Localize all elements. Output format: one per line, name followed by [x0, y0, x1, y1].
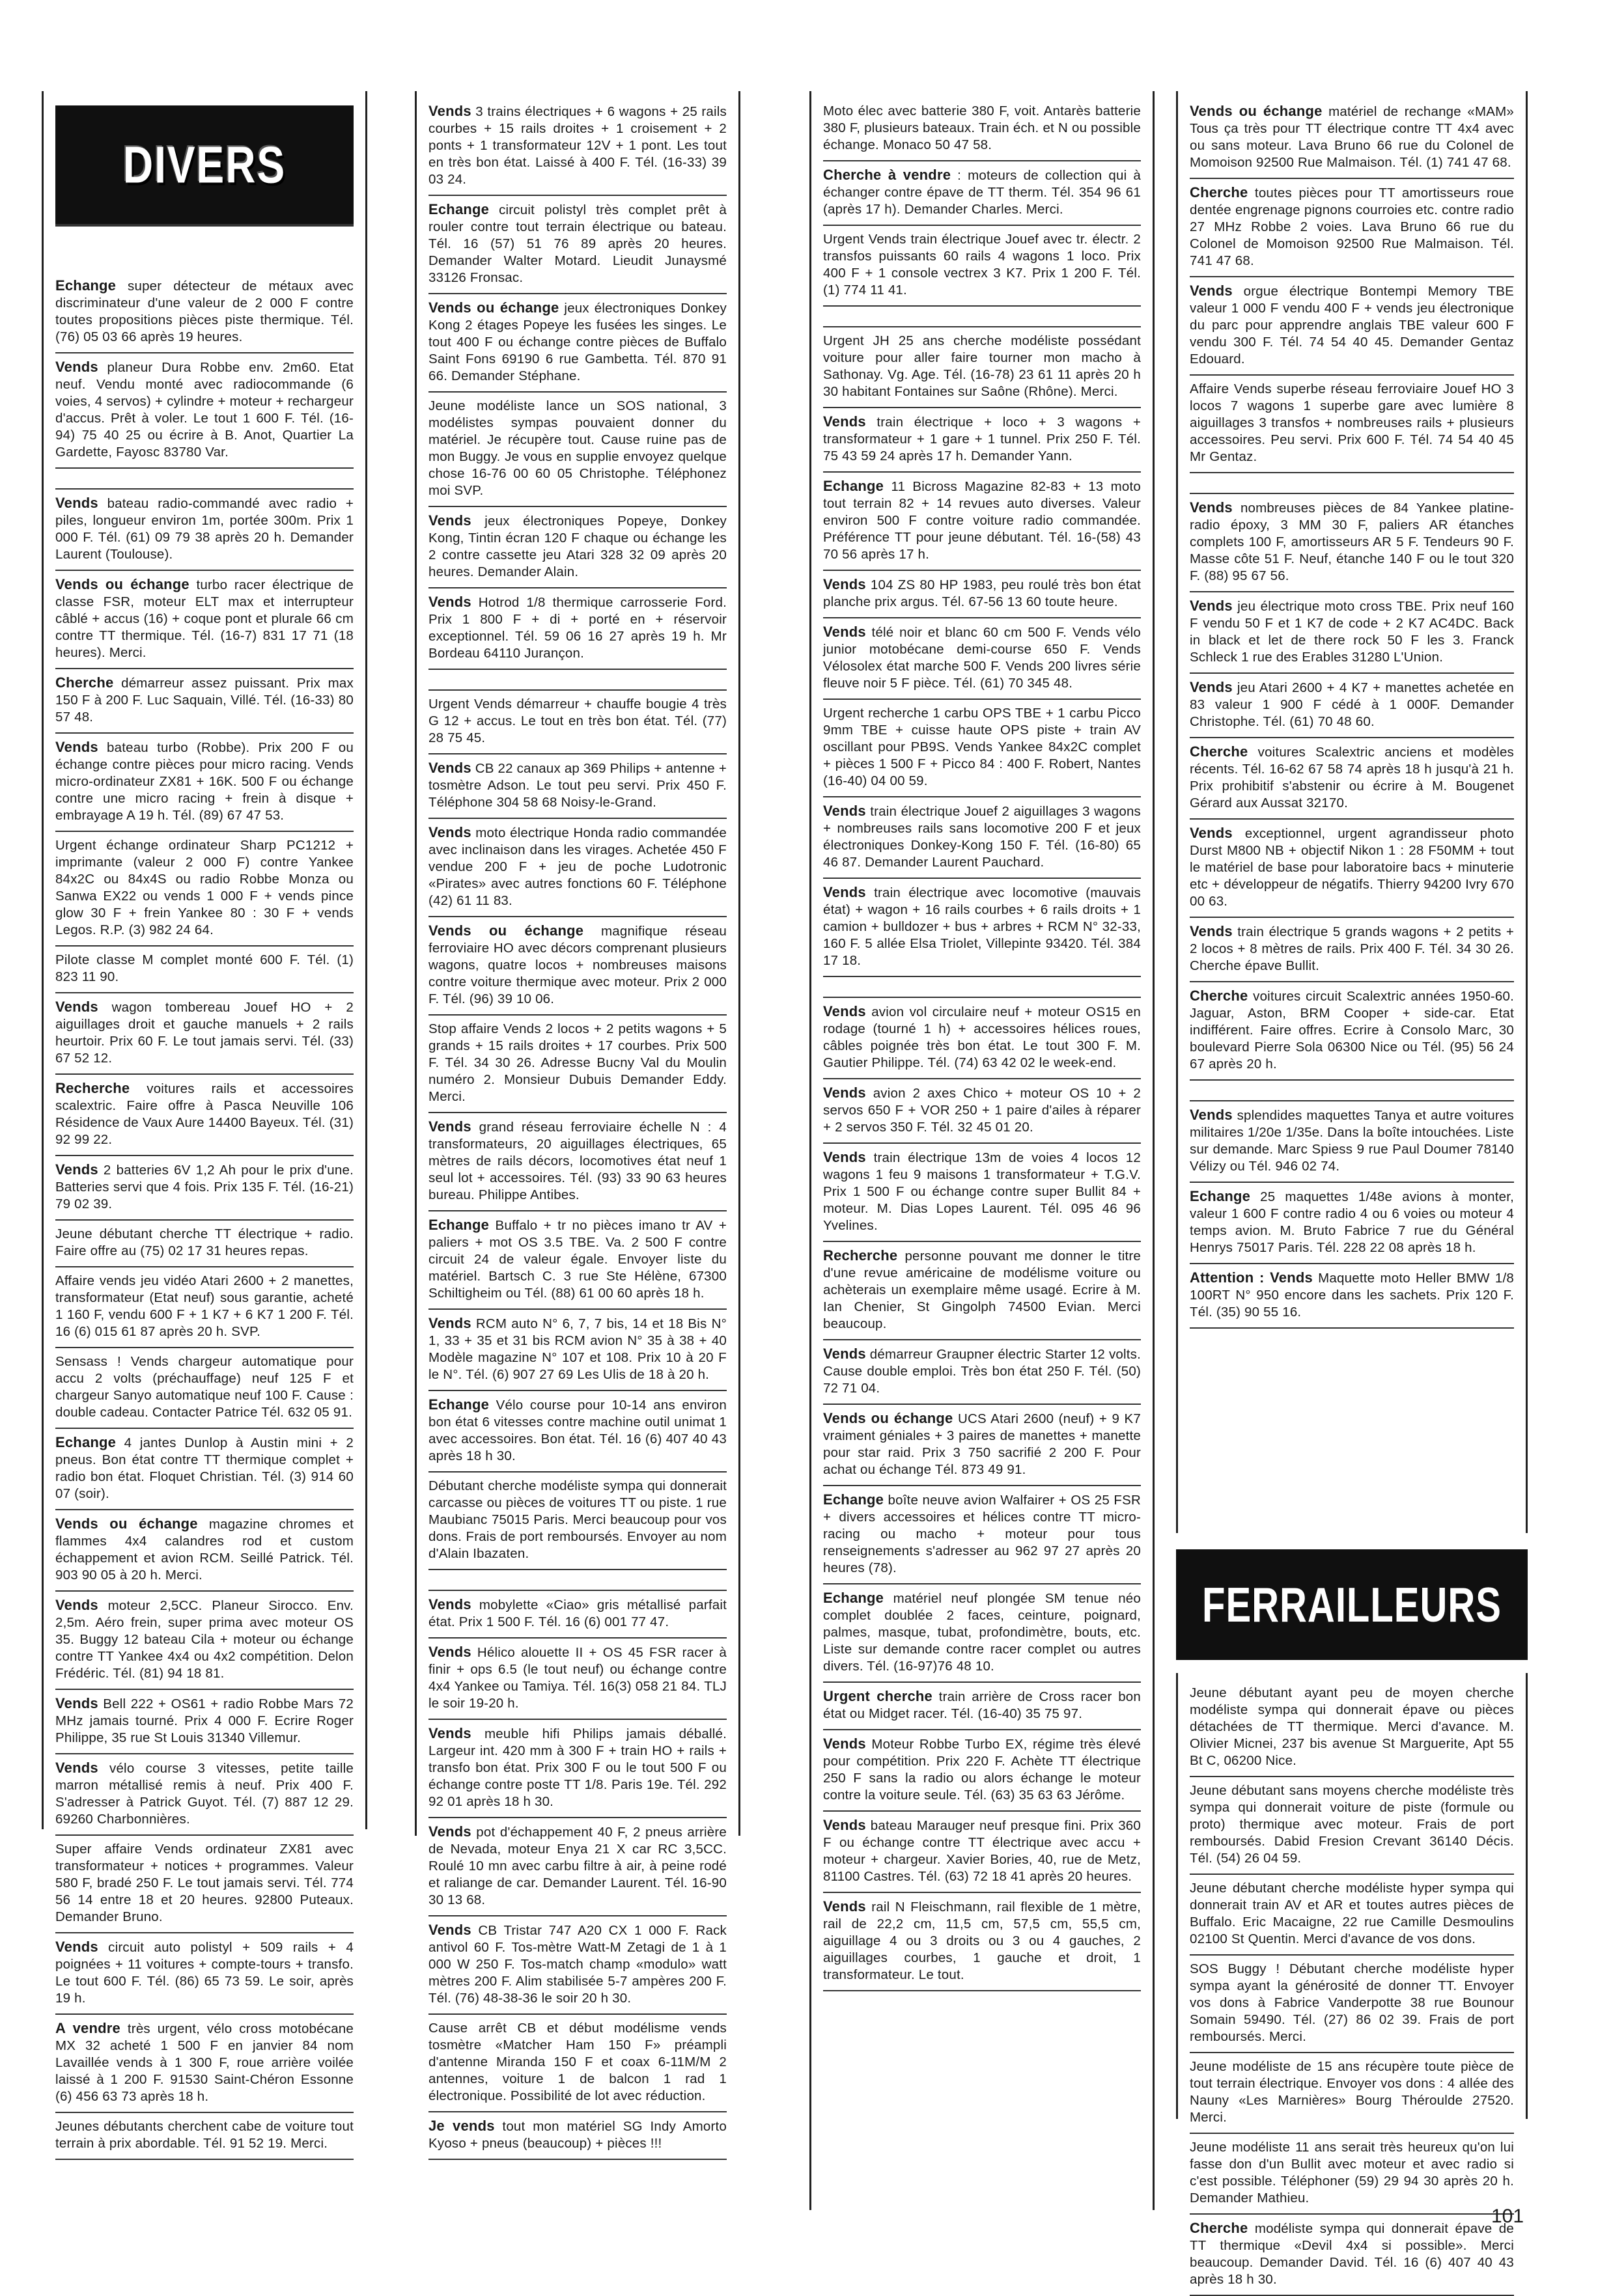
ad-keyword: Je vends — [428, 2118, 495, 2134]
ad-text: matériel de rechange «MAM» Tous ça très pour TT électrique contre TT 4x4 avec ou sans moteur. Lava Bruno 66 rue du Colonel de Momoison 92500 Rue Malmaison. Tél. (1) 741 47 68. — [1190, 104, 1514, 170]
page-number: 101 — [1491, 2206, 1524, 2227]
ad-text: moto électrique Honda radio commandée avec inclinaison dans les virages. Achetée 450 F vendue 200 F + jeu de poche Ludotronic «Pirates» avec autres fonctions 60 F. Téléphone (42) 61 11 83. — [428, 825, 727, 908]
ad-keyword: Echange — [823, 1590, 884, 1606]
classified-ad — [428, 507, 727, 588]
ad-text: modéliste sympa qui donnerait épave de TT thermique «Devil 4x4 si possible». Merci beaucoup. Demander David. Tél. 16 (6) 407 40 43 après 18 h 30. — [1190, 2221, 1514, 2287]
ad-text: 3 trains électriques + 6 wagons + 25 rails courbes + 15 rails droites + 1 croisement + 2 ponts + 1 transformateur 12V + 1 pont. Les tout en très bon état. Laissé à 400 F. Tél. (16-33) 39 03 24. — [428, 104, 727, 187]
ad-keyword: Vends — [823, 576, 866, 592]
classified-ad — [428, 1916, 727, 2015]
classified-ad — [55, 947, 354, 993]
ad-text: Urgent JH 25 ans cherche modéliste possédant voiture pour aller faire tourner mon macho à Sathonay. Vg. Age. Tél. (16-78) 23 61 11 après 20 h 30 habitant Fontaines sur Saône (Rhône). Merci. — [823, 333, 1141, 399]
ads-list — [428, 98, 727, 2160]
ad-text: Vélo course pour 10-14 ans environ bon état 6 vitesses contre machine outil unimat 1 avec accessoires. Bon état. Tél. 16 (6) 407 40 43 après 18 h 30. — [428, 1398, 727, 1463]
ad-keyword: Vends — [428, 1315, 471, 1331]
classified-ad — [428, 819, 727, 917]
classified-ad — [428, 1639, 727, 1720]
ad-keyword: Echange — [428, 1396, 490, 1413]
classified-ad — [55, 1592, 354, 1690]
ad-keyword: Vends — [428, 760, 471, 776]
classified-ad — [428, 1473, 727, 1570]
ad-text: : moteurs de collection qui à échanger contre épave de TT therm. Tél. 354 96 61 (après 17 h). Demander Charles. Merci. — [823, 168, 1141, 217]
classified-ad — [55, 669, 354, 734]
section-header-ferrailleurs — [1176, 1549, 1528, 1660]
ad-text: vélo course 3 vitesses, petite taille marron métallisé remis à neuf. Prix 400 F. S'adresser à Patrick Guyot. Tél. (7) 887 12 29. 69260 Charbonnières. — [55, 1761, 354, 1827]
ad-keyword: Echange — [428, 1217, 490, 1233]
ad-text: super détecteur de métaux avec discriminateur d'une valeur de 2 000 F contre toutes propositions pièces piste thermique. Tél. (76) 05 03 66 après 19 heures. — [55, 279, 354, 344]
ad-text: turbo racer électrique de classe FSR, moteur ELT max et interrupteur câblé + accus (16) + coque pont et plurale 66 cm contre TT thermique. Tél. (16-7) 831 17 71 (18 heures). Merci. — [55, 577, 354, 660]
ad-keyword: Vends — [823, 1817, 866, 1833]
classified-ad — [1190, 2215, 1514, 2296]
classified-ad — [55, 1836, 354, 1933]
ad-text: train électrique 13m de voies 4 locos 12 wagons 1 feu 9 maisons 1 transformateur + T.G.V. Prix 1 500 F ou échange contre super Bullit 84 + moteur. M. Dias Lopes Laurent. Tél. 095 46 96 Yvelines. — [823, 1150, 1141, 1233]
ad-keyword: Vends — [428, 1644, 471, 1660]
ad-keyword: Echange — [55, 1434, 117, 1450]
ad-text: Cause arrêt CB et début modélisme vends tosmètre «Matcher Ham 150 F» préampli d'antenne Miranda 150 F et coax 6-11M/M 2 antennes, voiture 1 de balcon 1 rad 1 électronique. Possibilité de lot avec réduction. — [428, 2021, 727, 2103]
classified-ad — [428, 294, 727, 393]
ad-keyword: Echange — [55, 277, 117, 294]
classified-ad — [55, 1429, 354, 1510]
ad-text: SOS Buggy ! Débutant cherche modéliste hyper sympa ayant la générosité de donner TT. Envoyer vos dons à Fabrice Vanderpotte 38 rue Bounour Somain 59490. Tél. (27) 86 02 39. Frais de port remboursés. Merci. — [1190, 1961, 1514, 2044]
classified-ad — [823, 1584, 1141, 1683]
ad-text: Sensass ! Vends chargeur automatique pour accu 2 volts (préchauffage) neuf 125 F et chargeur Sanyo automatique neuf 100 F. Cause : double cadeau. Contacter Patrice Tél. 632 05 91. — [55, 1354, 354, 1420]
column-4 — [1176, 91, 1528, 1533]
ad-keyword: Vends — [55, 739, 98, 755]
ad-text: télé noir et blanc 60 cm 500 F. Vends vélo junior motobécane demi-course 650 F. Vends Vélosolex état marche 500 F. Vends 200 livres série fleuve noir 5 F pièce. Tél. (61) 70 345 48. — [823, 625, 1141, 691]
ad-keyword: Attention : Vends — [1190, 1269, 1313, 1286]
classified-ad — [55, 272, 354, 353]
ad-text: tout mon matériel SG Indy Amorto Kyoso + pneus (beaucoup) + pièces !!! — [428, 2119, 727, 2151]
classified-ad — [428, 2112, 727, 2160]
ad-text: jeux électroniques Donkey Kong 2 étages Popeye les fusées les singes. Le tout 400 F ou échange contre pièces de Buffalo Saint Fons 69190 6 rue Gambetta. Tél. 870 91 66. Demander Stéphane. — [428, 301, 727, 383]
section-title-divers: DIVERS — [122, 135, 287, 194]
classified-ad — [1190, 98, 1514, 179]
classified-ad — [428, 98, 727, 196]
ad-text: 4 jantes Dunlop à Austin mini + 2 pneus. Bon état contre TT thermique complet + radio bon état. Floquet Christian. Tél. (3) 914 60 07 (soir). — [55, 1435, 354, 1501]
ad-text: Jeune modéliste 11 ans serait très heureux qu'on lui fasse don d'un Bullit avec moteur et avec radio si c'est possible. Téléphoner (59) 29 94 30 après 20 h. Demander Mathieu. — [1190, 2140, 1514, 2206]
ad-keyword: Vends — [428, 1922, 471, 1938]
classified-ad — [55, 1156, 354, 1221]
classified-ad — [55, 1348, 354, 1429]
ad-keyword: Vends — [55, 1161, 98, 1178]
ad-keyword: Vends — [55, 1760, 98, 1776]
classified-ad — [1190, 493, 1514, 592]
classified-ad — [823, 226, 1141, 307]
ad-text: Affaire Vends superbe réseau ferroviaire Jouef HO 3 locos 7 wagons 1 superbe gare avec lumière 8 aiguillages 3 transfos + nombreuses rails + plusieurs accessoires. Peu servi. Prix 600 F. Tél. 74 54 40 45 Mr Gentaz. — [1190, 381, 1514, 464]
classified-ad — [823, 1812, 1141, 1893]
ad-text: RCM auto N° 6, 7, 7 bis, 14 et 18 Bis N° 1, 33 + 35 et 31 bis RCM avion N° 35 à 38 + 40 Modèle magazine N° 107 et 108. Prix 10 à 20 F le N°. Tél. (6) 907 27 69 Les Ulis de 18 à 20 h. — [428, 1316, 727, 1382]
classified-ad — [55, 1221, 354, 1267]
ad-keyword: Vends — [55, 495, 98, 511]
ad-keyword: Vends — [55, 359, 98, 375]
ad-text: bateau radio-commandé avec radio + piles, longueur environ 1m, portée 300m. Prix 1 000 F. Tél. (61) 09 79 38 après 20 h. Demander Laurent (Toulouse). — [55, 496, 354, 562]
ad-keyword: Echange — [823, 478, 884, 494]
ad-text: Jeune débutant ayant peu de moyen cherche modéliste sympa qui donnerait épave ou pièces détachées de TT thermique. Merci d'avance. M. Olivier Micnei, 237 bis avenue St Marguerite, Apt 55 Bt C, 06200 Nice. — [1190, 1685, 1514, 1768]
ad-text: orgue électrique Bontempi Memory TBE valeur 1 000 F vendu 400 F + vends jeu électronique du parc pour apprendre anglais TBE valeur 600 F vendu 300 F. Tél. 74 54 40 45. Demander Gentaz Edouard. — [1190, 284, 1514, 367]
ad-text: Urgent échange ordinateur Sharp PC1212 + imprimante (valeur 2 000 F) contre Yankee 84x2C ou 84x4S ou radio Robbe Monza ou Sanwa EX22 ou vends 1 000 F + vends pince glow 30 F + frein Yankee 80 : 30 F + vends Legos. R.P. (3) 982 24 64. — [55, 838, 354, 937]
ad-text: démarreur assez puissant. Prix max 150 F à 200 F. Luc Saquain, Villé. Tél. (16-33) 80 57 48. — [55, 676, 354, 725]
ad-text: Moteur Robbe Turbo EX, régime très élevé pour compétition. Prix 220 F. Achète TT électrique 250 F sans la radio ou alors échange le moteur contre la voiture seule. Tél. (63) 35 63 63 Jérôme. — [823, 1737, 1141, 1803]
classified-ad — [55, 1075, 354, 1156]
ad-text: Hotrod 1/8 thermique carrosserie Ford. Prix 1 800 F + di + porté en + réservoir exceptionnel. Tél. 59 06 16 27 après 19 h. Mr Bordeau 64110 Jurançon. — [428, 595, 727, 661]
ad-keyword: Vends — [823, 413, 866, 430]
classified-ad — [823, 326, 1141, 408]
ad-keyword: Vends — [55, 1939, 98, 1955]
classified-ad — [823, 797, 1141, 879]
ad-keyword: Vends — [1190, 283, 1233, 299]
ad-text: exceptionnel, urgent agrandisseur photo Durst M800 NB + objectif Nikon 1 : 28 F50MM + tout le matériel de base pour laboratoire bacs + minuterie etc + développeur de négatifs. Thierry 94200 Ivry 670 00 63. — [1190, 826, 1514, 909]
ad-text: UCS Atari 2600 (neuf) + 9 K7 vraiment géniales + 3 paires de manettes + manette pour star raid. Prix 3 750 sacrifié 2 200 F. Pour achat ou échange Tél. 873 49 91. — [823, 1411, 1142, 1477]
classified-ad — [1190, 918, 1514, 982]
ad-keyword: Cherche — [1190, 743, 1248, 760]
ad-keyword: Vends — [428, 594, 471, 610]
classified-ad — [428, 1391, 727, 1473]
classified-ad — [55, 993, 354, 1075]
ad-keyword: Vends — [428, 1118, 471, 1135]
ad-text: 11 Bicross Magazine 82-83 + 13 moto tout terrain 82 + 14 revues auto diverses. Valeur environ 500 F contre voiture radio commandée. Préférence TT pour jeune débutant. Tél. 16-(58) 43 70 56 après 17 h. — [823, 479, 1141, 562]
ad-keyword: Vends — [55, 1597, 98, 1613]
ad-text: Jeune débutant cherche TT électrique + radio. Faire offre au (75) 02 17 31 heures repas. — [55, 1226, 354, 1258]
classified-ad — [823, 1242, 1141, 1340]
classified-ad — [428, 917, 727, 1016]
classified-ad — [55, 2015, 354, 2113]
classified-ad — [1190, 592, 1514, 674]
ad-keyword: Vends — [823, 884, 866, 900]
ad-text: circuit polistyl très complet prêt à rouler contre tout terrain électrique ou bateau. Tél. 16 (57) 51 76 89 après 20 heures. Demander Walter Motard. Lieudit Junaysmé 33126 Fronsac. — [428, 202, 727, 285]
ad-keyword: Vends — [428, 1596, 471, 1612]
ad-keyword: Cherche à vendre — [823, 167, 951, 183]
classified-ad — [1190, 738, 1514, 820]
ad-text: planeur Dura Robbe env. 2m60. Etat neuf. Vendu monté avec radiocommande (6 voies, 4 servos) + cylindre + moteur + rechargeur d'accus. Prêt à voler. Le tout 1 600 F. Tél. (16-94) 75 40 25 ou écrire à B. Anot, Quartier La Gardette, Fayosc 83780 Var. — [55, 360, 354, 460]
classified-ad — [1190, 1100, 1514, 1183]
ad-text: Urgent recherche 1 carbu OPS TBE + 1 carbu Picco 9mm TBE + cuisse haute OPS piste + train AV oscillant pour PB9S. Vends Yankee 84x2C complet + pièces 1 500 F + Picco 84 : 400 F. Robert, Nantes (16-40) 04 00 59. — [823, 706, 1141, 788]
ad-keyword: Vends — [55, 1695, 98, 1711]
classified-ad — [823, 1079, 1141, 1144]
classified-ad — [55, 832, 354, 947]
ad-text: Jeune modéliste lance un SOS national, 3 modélistes sympas pouvaient donner du matériel. Je récupère tout. Cause ruine pas de mon Buggy. Je vous en supplie envoyez quelque chose 16-76 00 60 05 Christophe. Téléphonez moi SVP. — [428, 398, 727, 498]
ad-text: Jeune débutant sans moyens cherche modéliste très sympa qui donnerait voiture de piste (formule ou proto) thermique avec moteur. Frais de port remboursés. Dabid Fresion Crevant 36140 Décis. Tél. (54) 26 04 59. — [1190, 1783, 1514, 1866]
ad-keyword: Echange — [1190, 1188, 1251, 1204]
section-header-divers — [55, 105, 354, 227]
ad-keyword: Vends — [428, 1823, 471, 1840]
ad-keyword: Vends — [55, 999, 98, 1015]
ad-keyword: Vends — [428, 1725, 471, 1741]
ad-text: Hélico alouette II + OS 45 FSR racer à finir + ops 6.5 (le tout neuf) ou échange contre 4x4 Yankee ou Tamiya. Tél. 16(3) 058 21 84. TLJ le soir 19-20 h. — [428, 1645, 727, 1711]
ad-text: grand réseau ferroviaire échelle N : 4 transformateurs, 20 aiguillages électriques, 65 mètres de rails décors, locomotives état neuf 1 seul lot + accessoires. Tél. (93) 33 90 63 heures bureau. Philippe Antibes. — [428, 1120, 727, 1202]
classified-ad — [428, 1720, 727, 1818]
ad-keyword: Vends — [823, 1346, 866, 1362]
ad-keyword: Vends ou échange — [1190, 103, 1323, 119]
classified-ad — [55, 734, 354, 832]
ad-text: Affaire vends jeu vidéo Atari 2600 + 2 manettes, transformateur (Etat neuf) sous garantie, acheté 1 160 F, vendu 600 F + 1 K7 + 6 K7 1 200 F. Tél. 16 (6) 015 61 87 après 20 h. SVP. — [55, 1273, 354, 1339]
ad-text: magnifique réseau ferroviaire HO avec décors comprenant plusieurs wagons, quatre locos + nombreuses maisons contre voiture thermique avec moteur. Prix 2 000 F. Tél. (96) 39 10 06. — [428, 924, 727, 1006]
ad-text: Débutant cherche modéliste sympa qui donnerait carcasse ou pièces de voitures TT ou piste. 1 rue Maubianc 75015 Paris. Merci beaucoup pour vos dons. Frais de port remboursés. Envoyer au nom d'Alain Ibazaten. — [428, 1478, 727, 1561]
classified-ad — [1190, 1680, 1514, 1777]
classified-ad — [1190, 2134, 1514, 2215]
classified-ad — [428, 1211, 727, 1310]
ad-text: Bell 222 + OS61 + radio Robbe Mars 72 MHz jamais tourné. Prix 4 000 F. Ecrire Roger Philippe, 35 rue St Louis 31340 Villemur. — [55, 1696, 354, 1745]
ad-keyword: Recherche — [55, 1080, 130, 1096]
ad-keyword: Vends — [428, 824, 471, 840]
ad-text: Stop affaire Vends 2 locos + 2 petits wagons + 5 grands + 15 rails droites + 17 courbes. Prix 500 F. Tél. 34 30 26. Adresse Bucny Val du Moulin numéro 2. Monsieur Dubuis Demander Eddy. Merci. — [428, 1021, 727, 1104]
ad-keyword: Echange — [823, 1491, 884, 1508]
ad-text: avion 2 axes Chico + moteur OS 10 + 2 servos 650 F + VOR 250 + 1 paire d'ailes à réparer + 2 servos 350 F. Tél. 32 45 01 20. — [823, 1086, 1141, 1135]
ad-text: Buffalo + tr no pièces imano tr AV + paliers + mot OS 3.5 TBE. Va. 2 500 F contre circuit 24 de valeur égale. Envoyer liste du matériel. Bartsch C. 3 rue Ste Hélène, 67300 Schiltigheim ou Tél. (88) 61 00 60 après 18 h. — [428, 1218, 727, 1301]
classified-ad — [428, 588, 727, 670]
classified-ad — [823, 1683, 1141, 1730]
ad-text: train électrique + loco + 3 wagons + transformateur + 1 gare + 1 tunnel. Prix 250 F. Tél. 75 43 59 24 après 17 h. Demander Yann. — [823, 415, 1141, 463]
ad-text: toutes pièces pour TT amortisseurs roue dentée engrenage pignons courroies etc. contre radio 27 MHz Robbe 2 voies. Lava Bruno 66 rue du Colonel de Momoison 92500 Rue Malmaison. Tél. 741 47 68. — [1190, 186, 1514, 268]
ad-text: CB Tristar 747 A20 CX 1 000 F. Rack antivol 60 F. Tos-mètre Watt-M Zetagi de 1 à 1 000 W 250 F. Tos-match champ «modulo» watt mètres 200 F. Alim stabilisée 5-7 ampères 200 F. Tél. (76) 48-38-36 le soir 20 h 30. — [428, 1923, 727, 2006]
ad-text: jeu électrique moto cross TBE. Prix neuf 160 F vendu 50 F et 1 K7 de code + 2 K7 AC4DC. Back in black et let de there rock 50 F les 3. Franck Schleck 1 rue des Erables 31280 L'Union. — [1190, 599, 1514, 665]
column-1 — [42, 91, 367, 2151]
ad-text: Jeune débutant cherche modéliste hyper sympa qui donnerait train AV et AR et toutes autres pièces de Buffalo. Eric Macaigne, 22 rue Camille Desmoulins 02100 St Quentin. Merci d'avance de vos dons. — [1190, 1881, 1514, 1946]
ad-text: Urgent Vends train électrique Jouef avec tr. électr. 2 transfos puissants 60 rails 4 wagons 1 loco. Prix 400 F + 1 console vectrex 3 K7. Prix 1 200 F. Tél. (1) 774 11 41. — [823, 232, 1141, 297]
classified-ad — [1190, 1875, 1514, 1956]
classified-ad — [1190, 376, 1514, 473]
classified-ad — [823, 1730, 1141, 1812]
ad-keyword: Cherche — [1190, 2220, 1248, 2236]
classified-ad — [1190, 2053, 1514, 2134]
ad-text: avion vol circulaire neuf + moteur OS15 en rodage (tourné 1 h) + accessoires hélices roues, câbles poignée très bon état. Le tout 300 F. M. Gautier Philippe. Tél. (74) 63 42 02 le week-end. — [823, 1004, 1141, 1070]
classified-ad — [823, 879, 1141, 977]
ad-keyword: Vends — [1190, 923, 1233, 939]
ad-keyword: Echange — [428, 201, 490, 217]
ad-text: train électrique 5 grands wagons + 2 petits + 2 locos + 8 mètres de rails. Prix 400 F. Tél. 34 30 26. Cherche épave Bullit. — [1190, 924, 1514, 973]
section-title-ferrailleurs: FERRAILLEURS — [1202, 1577, 1502, 1633]
classified-ad — [428, 1113, 727, 1211]
ads-list — [1190, 1680, 1514, 2296]
ad-keyword: Vends ou échange — [823, 1410, 953, 1426]
ad-text: démarreur Graupner électric Starter 12 volts. Cause double emploi. Très bon état 250 F. Tél. (50) 72 71 04. — [823, 1347, 1141, 1396]
classified-ad — [55, 2113, 354, 2160]
classified-ad — [428, 1310, 727, 1391]
ad-text: wagon tombereau Jouef HO + 2 aiguillages droit et gauche manuels + 2 rails heurtoir. Prix 60 F. Le tout jamais servi. Tél. (33) 67 52 12. — [55, 1000, 354, 1066]
classified-ad — [823, 1893, 1141, 1991]
classified-ad — [823, 408, 1141, 473]
classified-ad — [428, 196, 727, 294]
ad-keyword: Cherche — [1190, 184, 1248, 201]
ad-text: circuit auto polistyl + 509 rails + 4 poignées + 11 voitures + compte-tours + transfo. Le tout 600 F. Tél. (86) 65 73 59. Le soir, après 19 h. — [55, 1940, 354, 2006]
ad-keyword: Vends — [823, 1003, 866, 1019]
classified-ad — [1190, 674, 1514, 738]
ad-text: voitures Scalextric anciens et modèles récents. Tél. 16-62 67 58 74 après 18 h jusqu'à 21 h. Prix prohibitif s'abstenir ou écrire à M. Bougenet Gérard aux Aussat 32170. — [1190, 745, 1514, 810]
ad-keyword: Vends — [1190, 499, 1233, 516]
ad-keyword: Vends — [1190, 679, 1233, 695]
classified-ad — [823, 473, 1141, 571]
classified-ad — [428, 393, 727, 507]
classified-ad — [55, 1754, 354, 1836]
ad-text: matériel neuf plongée SM tenue néo complet doublée 2 faces, ceinture, poignard, palmes, masque, tubat, profondimètre, bouts, etc. Liste sur demande contre racer complet ou autres divers. Tél. (16-97)76 48 10. — [823, 1591, 1141, 1674]
ad-text: splendides maquettes Tanya et autre voitures militaires 1/20e 1/35e. Dans la boîte intouchées. Liste sur demande. Marc Spiess 9 rue Paul Doumer 78140 Vélizy ou Tél. 946 02 74. — [1190, 1108, 1514, 1174]
classified-ad — [1190, 820, 1514, 918]
classified-ad — [55, 1510, 354, 1592]
ad-keyword: A vendre — [55, 2020, 120, 2036]
ad-keyword: Vends ou échange — [55, 576, 189, 592]
column-2 — [415, 91, 740, 2151]
column-3 — [809, 91, 1155, 2210]
ad-text: bateau turbo (Robbe). Prix 200 F ou échange contre pièces pour micro racing. Vends micro-ordinateur ZX81 + 16K. 500 F ou échange contre une micro racing + frein à disque + embrayage A 19 h. Tél. (89) 67 47 53. — [55, 740, 354, 823]
classified-ad — [1190, 1956, 1514, 2053]
classified-ad — [55, 1690, 354, 1754]
classified-ad — [428, 689, 727, 754]
ad-text: Pilote classe M complet monté 600 F. Tél. (1) 823 11 90. — [55, 952, 354, 984]
classified-ad — [823, 98, 1141, 161]
ad-keyword: Recherche — [823, 1247, 898, 1264]
ad-text: magazine chromes et flammes 4x4 calandres rod et custom échappement et avion RCM. Seillé Patrick. Tél. 903 90 05 à 20 h. Merci. — [55, 1517, 354, 1583]
ad-text: Urgent Vends démarreur + chauffe bougie 4 très G 12 + accus. Le tout en très bon état. Tél. (77) 28 75 45. — [428, 697, 727, 745]
classified-ad — [823, 571, 1141, 618]
ad-text: voitures rails et accessoires scalextric. Faire offre à Pasca Neuville 106 Résidence de Vaux Aure 14400 Bayeux. Tél. (31) 92 99 22. — [55, 1081, 354, 1147]
ad-text: mobylette «Ciao» gris métallisé parfait état. Prix 1 500 F. Tél. 16 (6) 001 77 47. — [428, 1598, 727, 1629]
ad-keyword: Vends — [428, 103, 471, 119]
classified-ad — [428, 2015, 727, 2112]
classified-ad — [823, 618, 1141, 700]
ad-text: Super affaire Vends ordinateur ZX81 avec transformateur + notices + programmes. Valeur 580 F, bradé 250 F. Le tout jamais servi. Tél. 774 56 14 entre 18 et 20 heures. 92800 Puteaux. Demander Bruno. — [55, 1842, 354, 1924]
ad-keyword: Vends — [823, 624, 866, 640]
classified-ad — [428, 754, 727, 819]
classified-ad — [1190, 1264, 1514, 1329]
ad-keyword: Vends — [1190, 598, 1233, 614]
ad-keyword: Vends — [823, 1149, 866, 1165]
classified-ad — [55, 353, 354, 469]
classified-ad — [1190, 1777, 1514, 1875]
ad-text: jeu Atari 2600 + 4 K7 + manettes achetée en 83 valeur 1 900 F cédé à 1 000F. Demander Christophe. Tél. (61) 70 48 60. — [1190, 680, 1514, 729]
ad-text: rail N Fleischmann, rail flexible de 1 mètre, rail de 22,2 cm, 11,5 cm, 57,5 cm, 55,5 cm, aiguillage 4 ou 3 droits ou 3 ou 4 gauches, 2 aiguillages courbes, 1 gauche et droit, 1 transformateur. Le tout. — [823, 1900, 1141, 1982]
ad-text: bateau Marauger neuf presque fini. Prix 360 F ou échange contre TT électrique avec accu + moteur + chargeur. Xavier Bories, 40, rue de Metz, 81100 Castres. Tél. (63) 72 18 41 après 20 heures. — [823, 1818, 1141, 1884]
ad-text: moteur 2,5CC. Planeur Sirocco. Env. 2,5m. Aéro frein, super prima avec moteur OS 35. Buggy 12 bateau Cila + moteur ou échange contre TT Yankee 4x4 ou 4x2 compétition. Delon Frédéric. Tél. (81) 94 18 81. — [55, 1598, 354, 1681]
ads-list — [1190, 98, 1514, 1329]
ad-text: 2 batteries 6V 1,2 Ah pour le prix d'une. Batteries servi que 4 fois. Prix 135 F. Tél. (16-21) 79 02 39. — [55, 1163, 354, 1211]
classified-ad — [823, 1405, 1141, 1486]
ad-keyword: Vends — [1190, 825, 1233, 841]
classified-ad — [823, 161, 1141, 226]
ad-text: pot d'échappement 40 F, 2 pneus arrière de Nevada, moteur Enya 21 X car RC 3,5CC. Roulé 10 mn avec carbu filtre à air, à peine rodé et raliange de car. Demander Laurent. Tél. 16-90 30 13 68. — [428, 1825, 727, 1907]
ad-keyword: Vends ou échange — [428, 922, 584, 939]
classified-ad — [55, 1267, 354, 1348]
ad-text: 25 maquettes 1/48e avions à monter, valeur 1 600 F contre radio 4 ou 6 voies ou moteur 4 temps avion. M. Bruto Fabrice 7 rue du Général Henrys 75017 Paris. Tél. 228 22 08 après 18 h. — [1190, 1189, 1514, 1255]
classified-ad — [1190, 982, 1514, 1081]
ad-text: voitures circuit Scalextric années 1950-60. Jaguar, Aston, BRM Cooper + side-car. Etat indifférent. Faire offres. Ecrire à Consolo Marc, 30 boulevard Pierre Sola 06300 Nice ou Tél. (95) 56 24 67 après 20 h. — [1190, 989, 1514, 1072]
classified-ad — [1190, 1183, 1514, 1264]
ad-text: Jeune modéliste de 15 ans récupère toute pièce de tout terrain électrique. Envoyer vos dons : 4 allée des Nauny «Les Marnières» Bourg Théroulde 27520. Merci. — [1190, 2059, 1514, 2125]
classified-ad — [428, 1818, 727, 1916]
classified-ad — [823, 1144, 1141, 1242]
classified-ad — [55, 488, 354, 571]
ad-keyword: Vends — [823, 803, 866, 819]
ad-text: Maquette moto Heller BMW 1/8 100RT N° 950 encore dans les sachets. Prix 120 F. Tél. (35) 90 55 16. — [1190, 1271, 1514, 1320]
classified-ad — [428, 1590, 727, 1639]
classified-ad — [823, 1486, 1141, 1584]
ad-keyword: Vends ou échange — [428, 299, 559, 316]
ad-text: train électrique avec locomotive (mauvais état) + wagon + 16 rails courbes + 6 rails droits + 1 camion + bulldozer + bus + arbres + RCM N° 32-33, 160 F. 5 allée Elsa Triolet, Villepinte 93420. Tél. 384 17 18. — [823, 885, 1141, 968]
ad-text: nombreuses pièces de 84 Yankee platine-radio époxy, 3 MM 30 F, paliers AR étanches complets 100 F, amortisseurs AR 5 F. Tendeurs 90 F. Masse côte 51 F. Neuf, étanche 140 F ou le tout 320 F. (88) 95 67 56. — [1190, 501, 1514, 583]
classified-ad — [55, 1933, 354, 2015]
ad-text: 104 ZS 80 HP 1983, peu roulé très bon état planche prix argus. Tél. 67-56 13 60 toute heure. — [823, 577, 1141, 609]
classified-ad — [428, 1016, 727, 1113]
classified-ad — [1190, 277, 1514, 376]
classified-ad — [823, 1340, 1141, 1405]
ads-list — [823, 98, 1141, 1991]
classified-ad — [1190, 179, 1514, 277]
ad-text: Moto élec avec batterie 380 F, voit. Antarès batterie 380 F, plusieurs bateaux. Train éch. et N ou possible échange. Monaco 50 47 58. — [823, 104, 1141, 152]
ad-text: personne pouvant me donner le titre d'une revue américaine de modélisme voiture ou achèterais un exemplaire même usagé. Ecrire à M. Ian Chenier, St Gingolph 74500 Evian. Merci beaucoup. — [823, 1249, 1141, 1331]
ad-text: boîte neuve avion Walfairer + OS 25 FSR + divers accessoires et hélices contre TT micro-racing ou macho + moteur pour tous renseignements s'adresser au 962 97 27 après 20 heures (78). — [823, 1493, 1141, 1575]
ad-keyword: Vends — [823, 1085, 866, 1101]
ads-list — [55, 272, 354, 2160]
classified-ad — [55, 571, 354, 669]
ad-text: meuble hifi Philips jamais déballé. Largeur int. 420 mm à 300 F + train HO + rails + transfo bon état. Prix 300 F ou le tout 500 F ou échange contre poste TT 1/8. Paris 19e. Tél. 292 92 01 après 18 h 30. — [428, 1726, 727, 1809]
ad-keyword: Vends — [823, 1736, 866, 1752]
ad-text: train arrière de Cross racer bon état ou Midget racer. Tél. (16-40) 35 75 97. — [823, 1689, 1141, 1721]
ad-text: jeux électroniques Popeye, Donkey Kong, Tintin écran 120 F chaque ou échange les 2 contre cassette jeu Atari 328 32 09 après 20 heures. Demander Alain. — [428, 514, 727, 579]
ad-keyword: Cherche — [1190, 988, 1248, 1004]
ad-text: train électrique Jouef 2 aiguillages 3 wagons + nombreuses rails sans locomotive 200 F et jeux électroniques Donkey-Kong 150 F. Tél. (16-80) 65 46 87. Demander Laurent Pauchard. — [823, 804, 1141, 870]
ad-keyword: Urgent cherche — [823, 1688, 932, 1704]
ad-text: CB 22 canaux ap 369 Philips + antenne + tosmètre Adson. Le tout peu servi. Prix 450 F. Téléphone 304 58 68 Noisy-le-Grand. — [428, 761, 727, 810]
classified-ad — [823, 700, 1141, 797]
ad-keyword: Cherche — [55, 674, 114, 691]
ad-keyword: Vends — [428, 512, 471, 529]
ad-text: Jeunes débutants cherchent cabe de voiture tout terrain à prix abordable. Tél. 91 52 19. Merci. — [55, 2119, 354, 2151]
ad-text: très urgent, vélo cross motobécane MX 32 acheté 1 500 F en janvier 84 nom Lavaillée vends à 1 300 F, roue arrière voilée laissé à 1 200 F. 91530 Saint-Chéron Essonne (6) 456 63 73 après 18 h. — [55, 2021, 354, 2104]
ad-keyword: Vends — [823, 1898, 866, 1915]
ad-keyword: Vends — [1190, 1107, 1233, 1123]
ad-keyword: Vends ou échange — [55, 1515, 198, 1532]
classified-ad — [823, 997, 1141, 1079]
